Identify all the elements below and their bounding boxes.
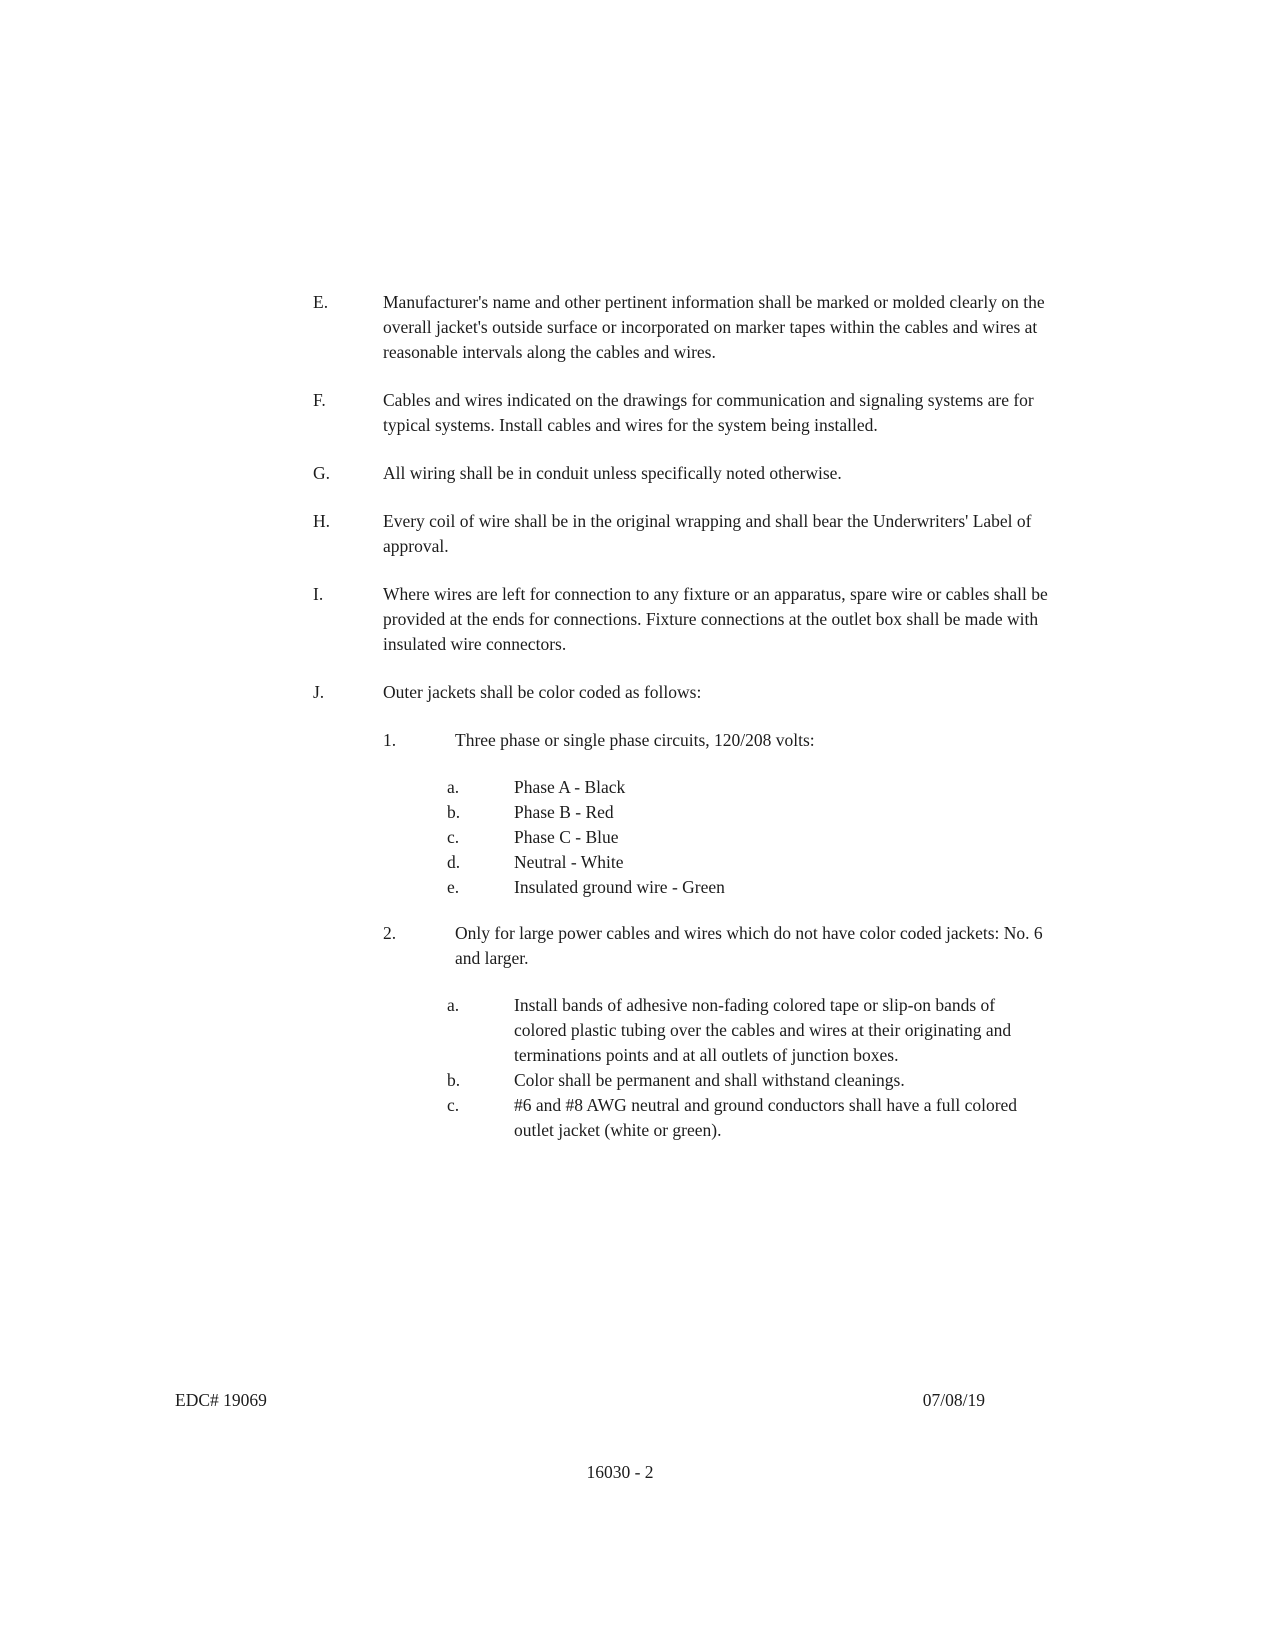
list-item-awg-conductors: [447, 1093, 1058, 1143]
item-text: All wiring shall be in conduit unless specifically noted otherwise.: [383, 463, 842, 483]
footer-date: 07/08/19: [922, 1390, 985, 1410]
spec-item-h: [313, 509, 1058, 559]
item-text: Every coil of wire shall be in the original wrapping and shall bear the Underwriters' Label of approval.: [383, 511, 1032, 556]
item-label: 1.: [383, 730, 397, 750]
spec-item-j: [313, 680, 1058, 705]
page-footer: [175, 1388, 985, 1413]
item-text: Manufacturer's name and other pertinent information shall be marked or molded clearly on the overall jacket's outside surface or incorporated on marker tapes within the cables and wires at reasonable intervals along the cables and wires.: [383, 292, 1045, 362]
item-text: Insulated ground wire - Green: [514, 877, 725, 897]
page-number: 16030 - 2: [586, 1462, 654, 1482]
item-text: Neutral - White: [514, 852, 624, 872]
spec-item-f: [313, 388, 1058, 438]
item-text: Where wires are left for connection to any fixture or an apparatus, spare wire or cables shall be provided at the ends for connections. Fixture connections at the outlet box shall be made with insulated wire connectors.: [383, 584, 1048, 654]
item-text: Phase B - Red: [514, 802, 614, 822]
item-text: Three phase or single phase circuits, 120/208 volts:: [455, 730, 815, 750]
item-label: G.: [313, 463, 331, 483]
list-item-neutral: [447, 850, 1058, 875]
item-text: Only for large power cables and wires which do not have color coded jackets: No. 6 and larger.: [455, 923, 1043, 968]
item-label: J.: [313, 682, 325, 702]
item-text: #6 and #8 AWG neutral and ground conductors shall have a full colored outlet jacket (white or green).: [514, 1095, 1018, 1140]
item-label: c.: [447, 827, 460, 847]
page-number-row: [0, 1460, 1240, 1485]
list-item-phase-b: [447, 800, 1058, 825]
spec-section: [313, 290, 1058, 1164]
doc-number: EDC# 19069: [175, 1390, 267, 1410]
item-text: Cables and wires indicated on the drawings for communication and signaling systems are for typical systems. Install cables and wires for the system being installed.: [383, 390, 1034, 435]
item-text: Color shall be permanent and shall withstand cleanings.: [514, 1070, 905, 1090]
large-cable-list: [313, 993, 1058, 1143]
item-label: H.: [313, 511, 331, 531]
spec-item-e: [313, 290, 1058, 365]
list-item-phase-c: [447, 825, 1058, 850]
item-text: Outer jackets shall be color coded as follows:: [383, 682, 702, 702]
item-text: Install bands of adhesive non-fading colored tape or slip-on bands of colored plastic tubing over the cables and wires at their originating and terminations points and at all outlets of junction boxes.: [514, 995, 1012, 1065]
item-label: b.: [447, 802, 461, 822]
item-label: e.: [447, 877, 460, 897]
spec-item-i: [313, 582, 1058, 657]
list-item-permanent-color: [447, 1068, 1058, 1093]
item-label: b.: [447, 1070, 461, 1090]
item-label: a.: [447, 995, 460, 1015]
item-label: d.: [447, 852, 461, 872]
item-label: F.: [313, 390, 326, 410]
color-code-list: [313, 775, 1058, 900]
list-item-tape-bands: [447, 993, 1058, 1068]
item-text: Phase C - Blue: [514, 827, 619, 847]
item-label: c.: [447, 1095, 460, 1115]
item-label: E.: [313, 292, 329, 312]
spec-subitem-1: [383, 728, 1058, 753]
list-item-ground: [447, 875, 1058, 900]
item-label: 2.: [383, 923, 397, 943]
item-label: I.: [313, 584, 324, 604]
item-label: a.: [447, 777, 460, 797]
spec-item-g: [313, 461, 1058, 486]
item-text: Phase A - Black: [514, 777, 626, 797]
spec-subitem-2: [383, 921, 1058, 971]
list-item-phase-a: [447, 775, 1058, 800]
